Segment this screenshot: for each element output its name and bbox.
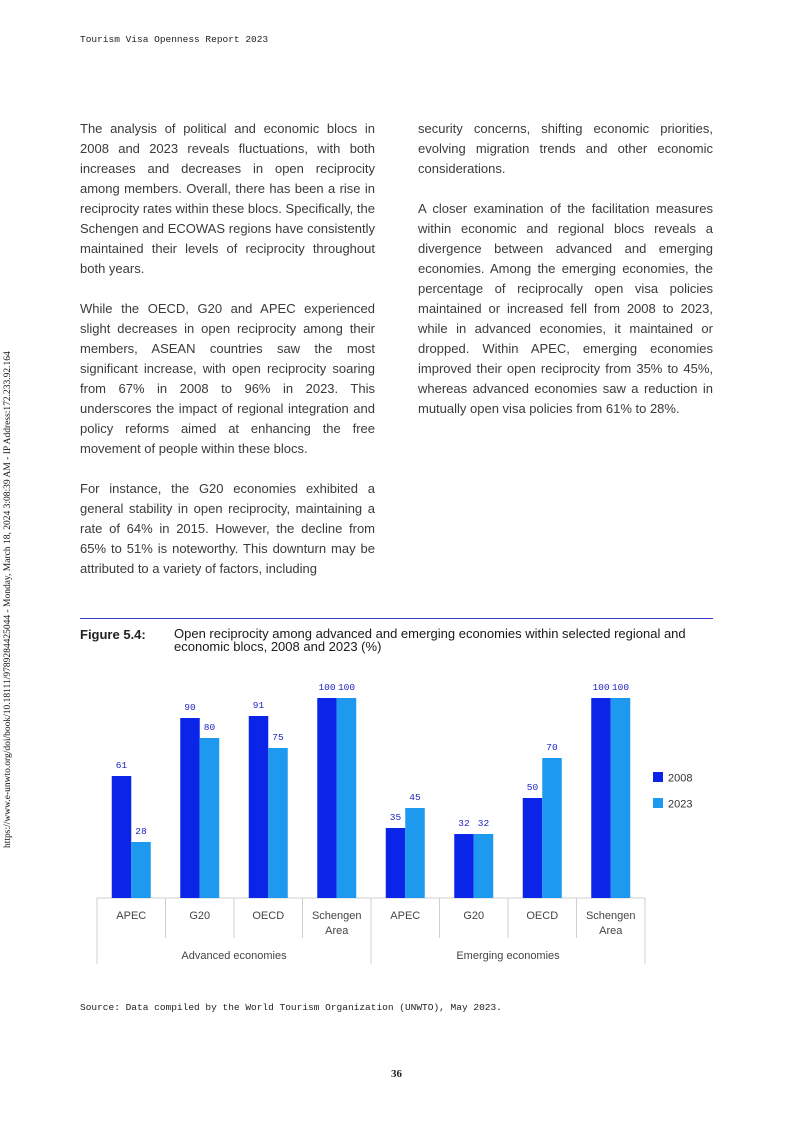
- data-label: 35: [389, 812, 402, 823]
- paragraph: The analysis of political and economic blocs in 2008 and 2023 reveals fluctuations, with both increases and decreases in open reciprocity among members. Overall, there has been a rise in reciprocity rates within these blocs. Specifically, the Schengen and ECOWAS regions have consistently maintained their levels of reciprocity throughout both years.: [80, 121, 375, 276]
- page-number: 36: [391, 1068, 402, 1080]
- category-label: Area: [325, 925, 349, 937]
- data-label: 32: [477, 818, 490, 829]
- bar-2023: [405, 808, 425, 898]
- bar-2008: [523, 798, 543, 898]
- category-label: Area: [599, 925, 623, 937]
- category-label: OECD: [252, 910, 285, 922]
- category-label: APEC: [116, 910, 147, 922]
- data-label: 75: [272, 732, 284, 743]
- bar-2008: [386, 828, 406, 898]
- group-label: Advanced economies: [181, 950, 287, 962]
- category-label: Schengen: [585, 910, 636, 922]
- bar-2008: [317, 698, 337, 898]
- paragraph: For instance, the G20 economies exhibited a general stability in open reciprocity, maintaining a rate of 64% in 2015. However, the decline from 65% to 51% is noteworthy. This downturn may be attributed to a variety of factors, including: [80, 481, 375, 576]
- paragraph: A closer examination of the facilitation measures within economic and regional blocs reveals a divergence between advanced and emerging economies. Among the emerging economies, the percentage of reciprocally open visa policies maintained or increased fell from 2008 to 2023, while in advanced economies, it maintained or dropped. Within APEC, emerging economies improved their open reciprocity from 35% to 45%, whereas advanced economies saw a reduction in mutually open visa policies from 61% to 28%.: [418, 201, 713, 416]
- data-label: 100: [337, 682, 356, 693]
- figure-title: Open reciprocity among advanced and emerging economies within selected regional and economic blocs, 2008 and 2023 (%): [174, 626, 686, 654]
- legend-swatch: [653, 798, 663, 808]
- bar-2008: [591, 698, 611, 898]
- data-label: 90: [184, 702, 196, 713]
- data-label: 100: [592, 682, 610, 693]
- bar-2008: [180, 718, 200, 898]
- bar-2023: [474, 834, 494, 898]
- data-label: 50: [526, 782, 539, 793]
- bar-2023: [542, 758, 562, 898]
- data-label: 70: [546, 742, 558, 753]
- source-note: Source: Data compiled by the World Tourism Organization (UNWTO), May 2023.: [80, 1002, 502, 1013]
- category-label: Schengen: [311, 910, 362, 922]
- legend-label: 2008: [668, 772, 693, 785]
- bar-2023: [200, 738, 220, 898]
- data-label: 100: [611, 682, 630, 693]
- category-label: G20: [189, 910, 211, 922]
- data-label: 91: [252, 700, 265, 711]
- data-label: 45: [409, 792, 421, 803]
- bar-2023: [268, 748, 288, 898]
- running-header: Tourism Visa Openness Report 2023: [80, 34, 269, 45]
- category-label: APEC: [390, 910, 421, 922]
- bar-2023: [131, 842, 151, 898]
- data-label: 28: [135, 826, 147, 837]
- paragraph: security concerns, shifting economic priorities, evolving migration trends and other economic considerations.: [418, 121, 713, 176]
- download-watermark: https://www.e-unwto.org/doi/book/10.18111/9789284425044 - Monday, March 18, 2024 3:08:39 AM - IP Address:172.233.92.164: [3, 351, 13, 848]
- data-label: 32: [458, 818, 470, 829]
- data-label: 100: [318, 682, 336, 693]
- bar-2023: [611, 698, 631, 898]
- category-label: G20: [463, 910, 485, 922]
- legend-label: 2023: [668, 798, 693, 811]
- paragraph: While the OECD, G20 and APEC experienced slight decreases in open reciprocity among their members, ASEAN countries saw the most significant increase, with open reciprocity soaring from 67% in 2008 to 96% in 2023. This underscores the impact of regional integration and policy reforms aimed at enhancing the free movement of people within these blocs.: [80, 301, 375, 456]
- data-label: 80: [203, 722, 216, 733]
- legend-swatch: [653, 772, 663, 782]
- bar-2008: [249, 716, 269, 898]
- group-label: Emerging economies: [456, 950, 560, 962]
- bar-2008: [112, 776, 132, 898]
- category-label: OECD: [526, 910, 559, 922]
- bar-2023: [337, 698, 357, 898]
- figure-label: Figure 5.4:: [80, 627, 146, 642]
- bar-2008: [454, 834, 474, 898]
- data-label: 61: [115, 760, 128, 771]
